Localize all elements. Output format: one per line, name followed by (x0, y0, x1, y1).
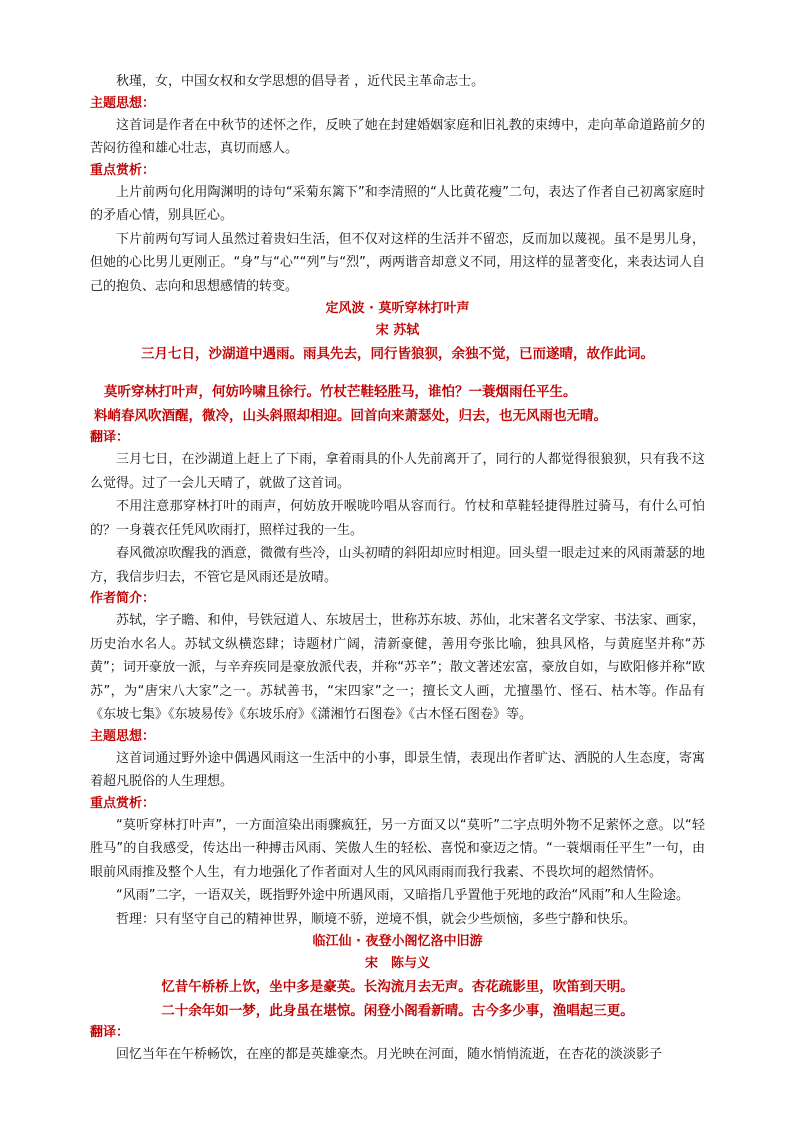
author-heading: 作者简介： (90, 591, 156, 606)
translation-paragraph: 回忆当年在午桥畅饮，在座的都是英雄豪杰。月光映在河面，随水悄悄流逝，在杏花的淡淡影子 (116, 1047, 663, 1062)
spacer (90, 366, 705, 380)
appreciation-paragraph: 上片前两句化用陶渊明的诗句“采菊东篱下”和李清照的“人比黄花瘦”二句，表达了作者自己初离家庭时的矛盾心情，别具匠心。 (90, 184, 705, 223)
poem-preface: 三月七日，沙湖道中遇雨。雨具先去，同行皆狼狈，余独不觉，已而遂晴，故作此词。 (141, 346, 654, 362)
poem-title: 定风波 · 莫听穿林打叶声 (325, 301, 470, 316)
poem-author: 宋 苏轼 (375, 323, 420, 338)
translation-paragraph: 不用注意那穿林打叶的雨声，何妨放开喉咙吟唱从容而行。竹杖和草鞋轻捷得胜过骑马，有什么可怕的？一身蓑衣任凭风吹雨打，照样过我的一生。 (90, 499, 705, 538)
appreciation-paragraph: “莫听穿林打叶声”，一方面渲染出雨骤疯狂，另一方面又以“莫听”二字点明外物不足萦怀之意。以“轻胜马”的自我感受，传达出一种搏击风雨、笑傲人生的轻松、喜悦和豪迈之情。“一蓑烟雨任平生”一句，由眼前风雨推及整个人生，有力地强化了作者面对人生的风风雨雨而我行我素、不畏坎坷的超然情怀。 (90, 817, 705, 880)
poem-line: 莫听穿林打叶声，何妨吟啸且徐行。竹杖芒鞋轻胜马，谁怕？一蓑烟雨任平生。 (104, 384, 577, 400)
appreciation-paragraph: “风雨”二字，一语双关，既指野外途中所遇风雨，又暗指几乎置他于死地的政治“风雨”和人生险途。 (116, 888, 689, 903)
author-paragraph: 苏轼，字子瞻、和仲，号铁冠道人、东坡居士，世称苏东坡、苏仙，北宋著名文学家、书法家、画家，历史治水名人。苏轼文纵横恣肆；诗题材广阔，清新豪健，善用夸张比喻，独具风格，与黄庭坚并称“苏黄”；词开豪放一派，与辛弃疾同是豪放派代表，并称“苏辛”；散文著述宏富，豪放自如，与欧阳修并称“欧苏”，为“唐宋八大家”之一。苏轼善书，“宋四家”之一；擅长文人画，尤擅墨竹、怪石、枯木等。作品有《东坡七集》《东坡易传》《东坡乐府》《潇湘竹石图卷》《古木怪石图卷》等。 (90, 613, 705, 722)
appreciation-heading: 重点赏析： (90, 795, 156, 811)
translation-heading: 翻译： (90, 430, 130, 445)
translation-heading: 翻译： (90, 1025, 130, 1040)
poem-line: 二十余年如一梦，此身虽在堪惊。闲登小阁看新晴。古今多少事，渔唱起三更。 (161, 1003, 634, 1019)
philosophy-paragraph: 哲理：只有坚守自己的精神世界，顺境不骄，逆境不惧，就会少些烦恼，多些宁静和快乐。 (116, 911, 637, 927)
theme-paragraph: 这首词通过野外途中偶遇风雨这一生活中的小事，即景生情，表现出作者旷达、洒脱的人生态度，寄寓着超凡脱俗的人生理想。 (90, 750, 705, 789)
translation-paragraph: 春风微凉吹醒我的酒意，微微有些冷，山头初晴的斜阳却应时相迎。回头望一眼走过来的风雨萧瑟的地方，我信步归去，不管它是风雨还是放晴。 (90, 546, 705, 585)
translation-paragraph: 三月七日，在沙湖道上赶上了下雨，拿着雨具的仆人先前离开了，同行的人都觉得很狼狈，只有我不这么觉得。过了一会儿天晴了，就做了这首词。 (90, 452, 705, 491)
document-page (90, 70, 705, 1067)
theme-paragraph: 这首词是作者在中秋节的述怀之作，反映了她在封建婚姻家庭和旧礼教的束缚中，走向革命道路前夕的苦闷彷徨和雄心壮志，真切而感人。 (90, 117, 705, 156)
appreciation-heading: 重点赏析： (90, 162, 156, 178)
theme-heading: 主题思想： (90, 95, 156, 111)
theme-heading: 主题思想： (90, 728, 156, 744)
author-intro-qiujin: 秋瑾，女，中国女权和女学思想的倡导者 ，近代民主革命志士。 (116, 74, 485, 89)
poem-title: 临江仙 · 夜登小阁忆洛中旧游 (312, 934, 483, 949)
appreciation-paragraph: 下片前两句写词人虽然过着贵妇生活，但不仅对这样的生活并不留恋，反而加以蔑视。虽不是男儿身，但她的心比男儿更刚正。“身”与“心”“列”与“烈”，两两谐音却意义不同，用这样的显著变化，来表达词人自己的抱负、志向和思想感情的转变。 (90, 231, 705, 294)
poem-line: 料峭春风吹酒醒，微冷，山头斜照却相迎。回首向来萧瑟处，归去，也无风雨也无晴。 (94, 408, 607, 424)
poem-line: 忆昔午桥桥上饮，坐中多是豪英。长沟流月去无声。杏花疏影里，吹笛到天明。 (161, 979, 634, 995)
poem-author: 宋 陈与义 (364, 956, 430, 971)
